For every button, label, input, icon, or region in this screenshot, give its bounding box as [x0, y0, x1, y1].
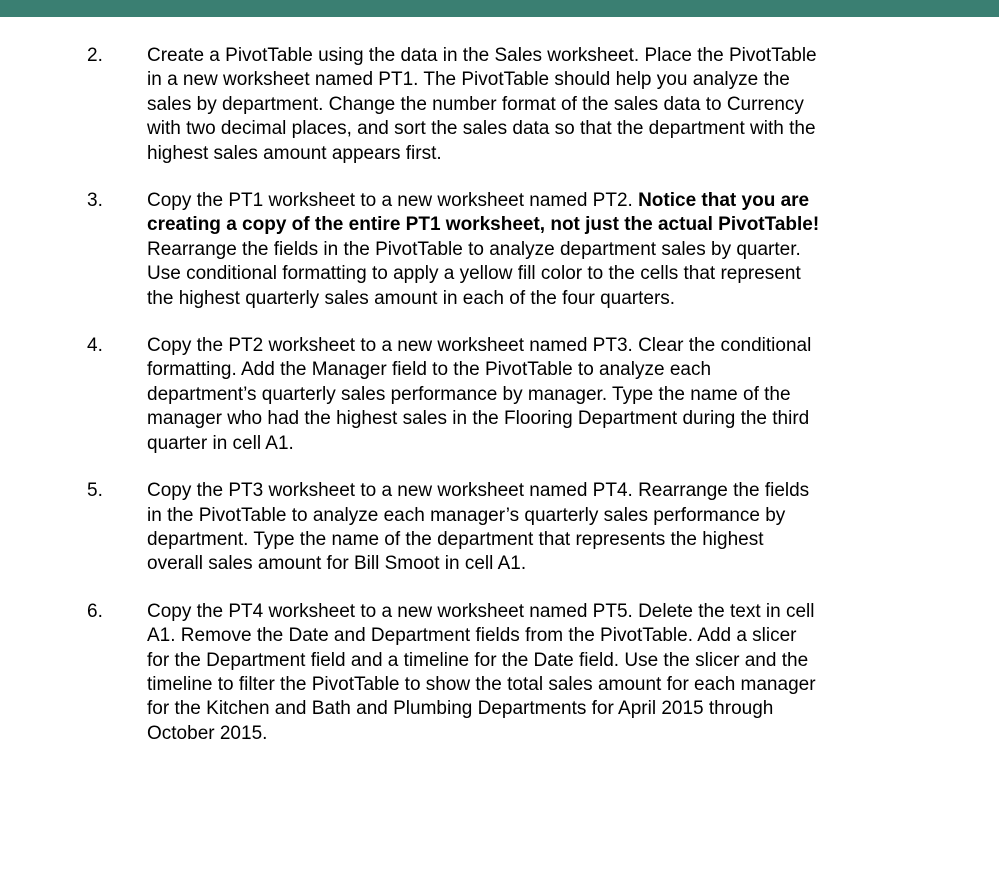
step-number: 4. [87, 335, 103, 357]
step-6 [0, 600, 999, 746]
step-text-emphasis: Notice that you are creating a copy of the entire PT1 worksheet, not just the actual PivotTable! [147, 190, 820, 236]
step-text: Copy the PT4 worksheet to a new worksheet named PT5. Delete the text in cell A1. Remove the Date and Department fields from the PivotTable. Add a slicer for the Department field and a timeline for the Date field. Use the slicer and the timeline to filter the PivotTable to show the total sales amount for each manager for the Kitchen and Bath and Plumbing Departments for April 2015 through October 2015. [147, 600, 816, 744]
step-text: Create a PivotTable using the data in the Sales worksheet. Place the PivotTable in a new worksheet named PT1. The PivotTable should help you analyze the sales by department. Change the number format of the sales data to Currency with two decimal places, and sort the sales data so that the department with the highest sales amount appears first. [147, 45, 817, 164]
header-band [0, 0, 999, 17]
instruction-list [0, 44, 999, 769]
step-text: Copy the PT2 worksheet to a new worksheet named PT3. Clear the conditional formatting. Add the Manager field to the PivotTable to analyze each department’s quarterly sales performance by manager. Type the name of the manager who had the highest sales in the Flooring Department during the third quarter in cell A1. [147, 335, 812, 454]
step-3 [0, 189, 999, 311]
step-5 [0, 479, 999, 577]
step-4 [0, 334, 999, 456]
step-number: 5. [87, 480, 103, 502]
step-2 [0, 44, 999, 166]
step-text [147, 189, 907, 311]
step-number: 6. [87, 600, 103, 622]
step-number: 2. [87, 45, 103, 66]
step-number: 3. [87, 190, 103, 212]
step-text-lead: Copy the PT1 worksheet to a new worksheet named PT2. [147, 190, 639, 212]
step-text-tail: Rearrange the fields in the PivotTable to analyze department sales by quarter. Use conditional formatting to apply a yellow fill color to the cells that represent the highest quarterly sales amount in each of the four quarters. [147, 238, 801, 309]
step-text: Copy the PT3 worksheet to a new worksheet named PT4. Rearrange the fields in the PivotTable to analyze each manager’s quarterly sales performance by department. Type the name of the department that represents the highest overall sales amount for Bill Smoot in cell A1. [147, 480, 810, 575]
